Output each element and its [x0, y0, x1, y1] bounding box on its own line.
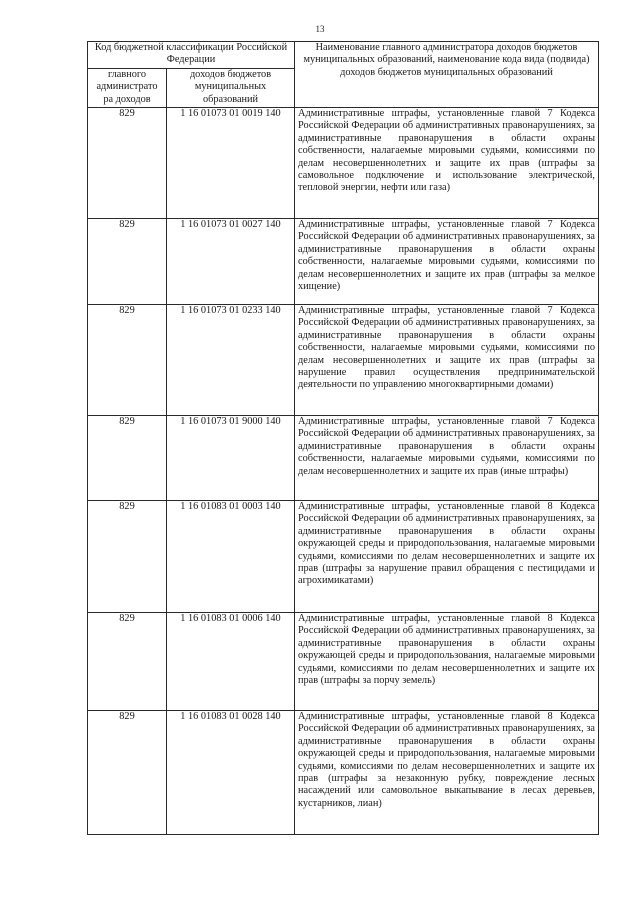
income-code-cell: 1 16 01083 01 0006 140	[167, 613, 295, 711]
admin-code-cell: 829	[88, 711, 167, 835]
income-column-header: доходов бюджетов муниципальных образований	[167, 69, 295, 108]
page-number: 13	[315, 24, 325, 34]
description-cell: Административные штрафы, установленные главой 7 Кодекса Российской Федерации об административных правонарушениях, за административные правонарушения в области охраны собственности, налагаемые мировыми судьями, комиссиями по делам несовершеннолетних и защите их прав (штрафы за мелкое хищение)	[295, 219, 599, 305]
admin-code-cell: 829	[88, 108, 167, 219]
table-row	[88, 613, 599, 711]
table-row	[88, 305, 599, 416]
budget-classification-table	[87, 41, 599, 835]
description-cell: Административные штрафы, установленные главой 8 Кодекса Российской Федерации об административных правонарушениях, за административные правонарушения в области охраны окружающей среды и природопользования, налагаемые мировыми судьями, комиссиями по делам несовершеннолетних и защите их прав (штрафы за нарушение правил обращения с пестицидами и агрохимикатами)	[295, 501, 599, 613]
income-code-cell: 1 16 01073 01 0233 140	[167, 305, 295, 416]
table-row	[88, 108, 599, 219]
description-cell: Административные штрафы, установленные главой 7 Кодекса Российской Федерации об административных правонарушениях, за административные правонарушения в области охраны собственности, налагаемые мировыми судьями, комиссиями по делам несовершеннолетних и защите их прав (штрафы за нарушение правил осуществления предпринимательской деятельности по управлению многоквартирными домами)	[295, 305, 599, 416]
admin-code-cell: 829	[88, 501, 167, 613]
admin-code-cell: 829	[88, 416, 167, 501]
admin-column-header: главного администрато ра доходов	[88, 69, 167, 108]
table-row	[88, 501, 599, 613]
table-row	[88, 711, 599, 835]
description-cell: Административные штрафы, установленные главой 8 Кодекса Российской Федерации об административных правонарушениях, за административные правонарушения в области охраны окружающей среды и природопользования, налагаемые мировыми судьями, комиссиями по делам несовершеннолетних и защите их прав (штрафы за порчу земель)	[295, 613, 599, 711]
income-code-cell: 1 16 01083 01 0028 140	[167, 711, 295, 835]
table-row	[88, 219, 599, 305]
admin-code-cell: 829	[88, 219, 167, 305]
income-code-cell: 1 16 01073 01 0019 140	[167, 108, 295, 219]
admin-code-cell: 829	[88, 305, 167, 416]
admin-code-cell: 829	[88, 613, 167, 711]
income-code-cell: 1 16 01073 01 0027 140	[167, 219, 295, 305]
income-code-cell: 1 16 01083 01 0003 140	[167, 501, 295, 613]
income-code-cell: 1 16 01073 01 9000 140	[167, 416, 295, 501]
kbk-group-header: Код бюджетной классификации Российской Федерации	[88, 42, 295, 69]
description-cell: Административные штрафы, установленные главой 7 Кодекса Российской Федерации об административных правонарушениях, за административные правонарушения в области охраны собственности, налагаемые мировыми судьями, комиссиями по делам несовершеннолетних и защите их прав (иные штрафы)	[295, 416, 599, 501]
description-cell: Административные штрафы, установленные главой 7 Кодекса Российской Федерации об административных правонарушениях, за административные правонарушения в области охраны собственности, налагаемые мировыми судьями, комиссиями по делам несовершеннолетних и защите их прав (штрафы за самовольное подключение и использование электрической, тепловой энергии, нефти или газа)	[295, 108, 599, 219]
name-column-header: Наименование главного администратора доходов бюджетов муниципальных образований, наименование кода вида (подвида) доходов бюджетов муниципальных образований	[295, 42, 599, 108]
table-row	[88, 416, 599, 501]
description-cell: Административные штрафы, установленные главой 8 Кодекса Российской Федерации об административных правонарушениях, за административные правонарушения в области охраны окружающей среды и природопользования, налагаемые мировыми судьями, комиссиями по делам несовершеннолетних и защите их прав (штрафы за незаконную рубку, повреждение лесных насаждений или самовольное выкапывание в лесах деревьев, кустарников, лиан)	[295, 711, 599, 835]
